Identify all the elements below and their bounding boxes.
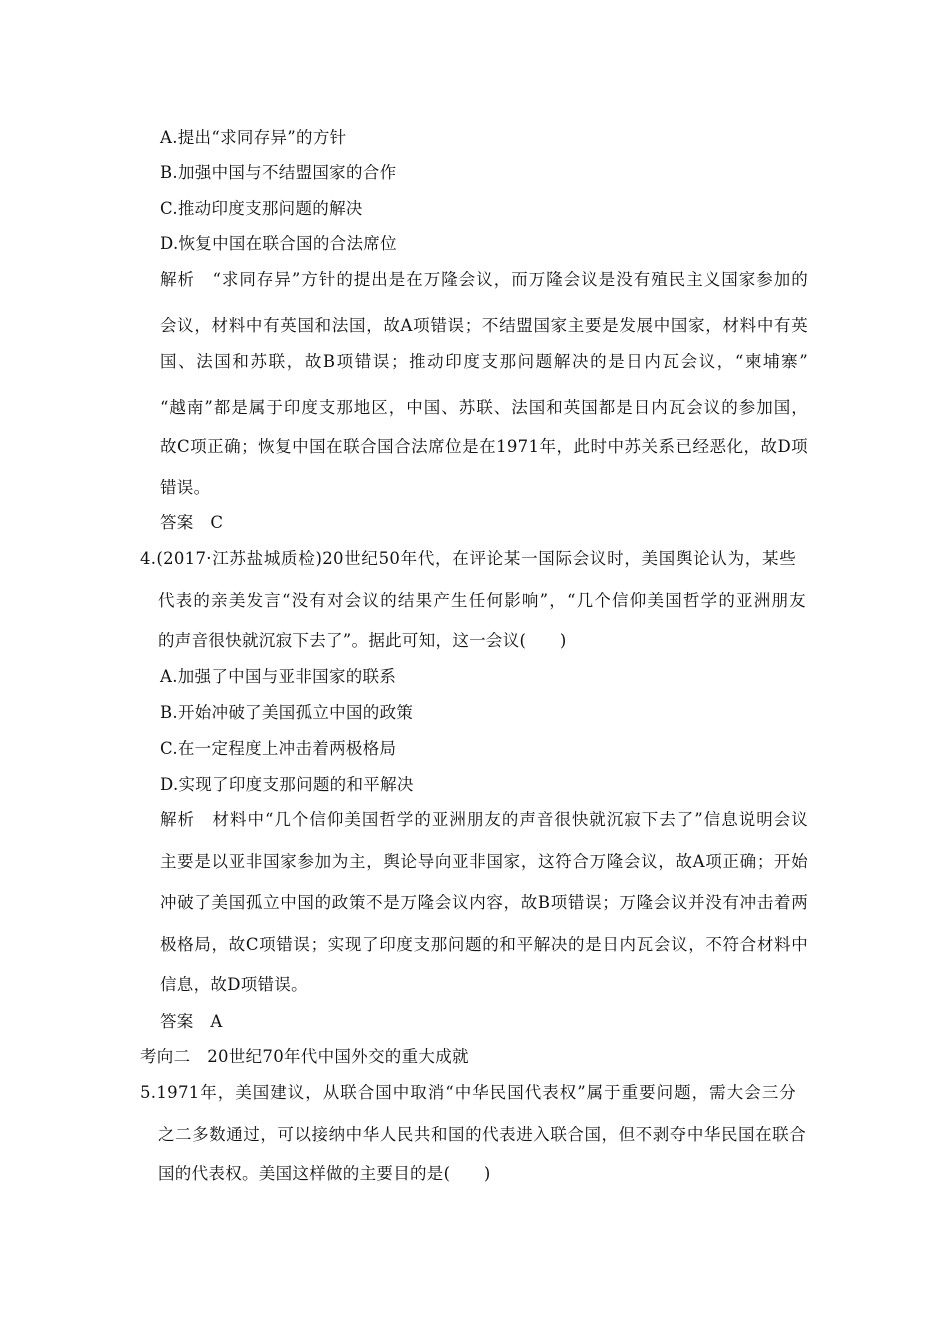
q4-analysis-line: 极格局，故C项错误；实现了印度支那问题的和平解决的是日内瓦会议，不符合材料中 <box>160 935 808 954</box>
section-heading: 考向二 20世纪70年代中国外交的重大成就 <box>140 1047 469 1066</box>
q3-analysis-line: 会议，材料中有英国和法国，故A项错误；不结盟国家主要是发展中国家，材料中有英 <box>160 316 808 335</box>
q3-answer: 答案 C <box>160 513 224 532</box>
q5-stem-line: 之二多数通过，可以接纳中华人民共和国的代表进入联合国，但不剥夺中华民国在联合 <box>158 1125 806 1144</box>
q5-stem-line: 国的代表权。美国这样做的主要目的是( ) <box>158 1164 491 1183</box>
q4-option-a: A.加强了中国与亚非国家的联系 <box>160 667 397 686</box>
q4-answer: 答案 A <box>160 1012 223 1031</box>
q4-option-c: C.在一定程度上冲击着两极格局 <box>160 739 397 758</box>
q3-analysis-line: 解析 “求同存异”方针的提出是在万隆会议，而万隆会议是没有殖民主义国家参加的 <box>160 270 808 289</box>
q4-stem-line: 的声音很快就沉寂下去了”。据此可知，这一会议( ) <box>158 631 567 650</box>
q5-stem-line: 5.1971年，美国建议，从联合国中取消“中华民国代表权”属于重要问题，需大会三分 <box>140 1083 796 1102</box>
q4-analysis-line: 解析 材料中“几个信仰美国哲学的亚洲朋友的声音很快就沉寂下去了”信息说明会议 <box>160 810 808 829</box>
q3-analysis-line: 错误。 <box>160 478 211 497</box>
q4-analysis-line: 主要是以亚非国家参加为主，舆论导向亚非国家，这符合万隆会议，故A项正确；开始 <box>160 852 808 871</box>
q4-option-b: B.开始冲破了美国孤立中国的政策 <box>160 703 414 722</box>
q3-analysis-line: “越南”都是属于印度支那地区，中国、苏联、法国和英国都是日内瓦会议的参加国， <box>160 398 808 417</box>
q4-analysis-line: 信息，故D项错误。 <box>160 975 308 994</box>
q4-option-d: D.实现了印度支那问题的和平解决 <box>160 775 414 794</box>
q3-option-b: B.加强中国与不结盟国家的合作 <box>160 163 397 182</box>
q4-stem-line: 4.(2017·江苏盐城质检)20世纪50年代，在评论某一国际会议时，美国舆论认为，某些 <box>140 549 796 568</box>
q3-option-d: D.恢复中国在联合国的合法席位 <box>160 234 397 253</box>
q4-analysis-line: 冲破了美国孤立中国的政策不是万隆会议内容，故B项错误；万隆会议并没有冲击着两 <box>160 893 808 912</box>
q3-analysis-line: 故C项正确；恢复中国在联合国合法席位是在1971年，此时中苏关系已经恶化，故D项 <box>160 437 808 456</box>
q3-option-a: A.提出“求同存异”的方针 <box>160 128 347 147</box>
q4-stem-line: 代表的亲美发言“没有对会议的结果产生任何影响”，“几个信仰美国哲学的亚洲朋友 <box>158 591 806 610</box>
q3-option-c: C.推动印度支那问题的解决 <box>160 199 363 218</box>
q3-analysis-line: 国、法国和苏联，故B项错误；推动印度支那问题解决的是日内瓦会议，“柬埔寨” <box>160 352 808 371</box>
